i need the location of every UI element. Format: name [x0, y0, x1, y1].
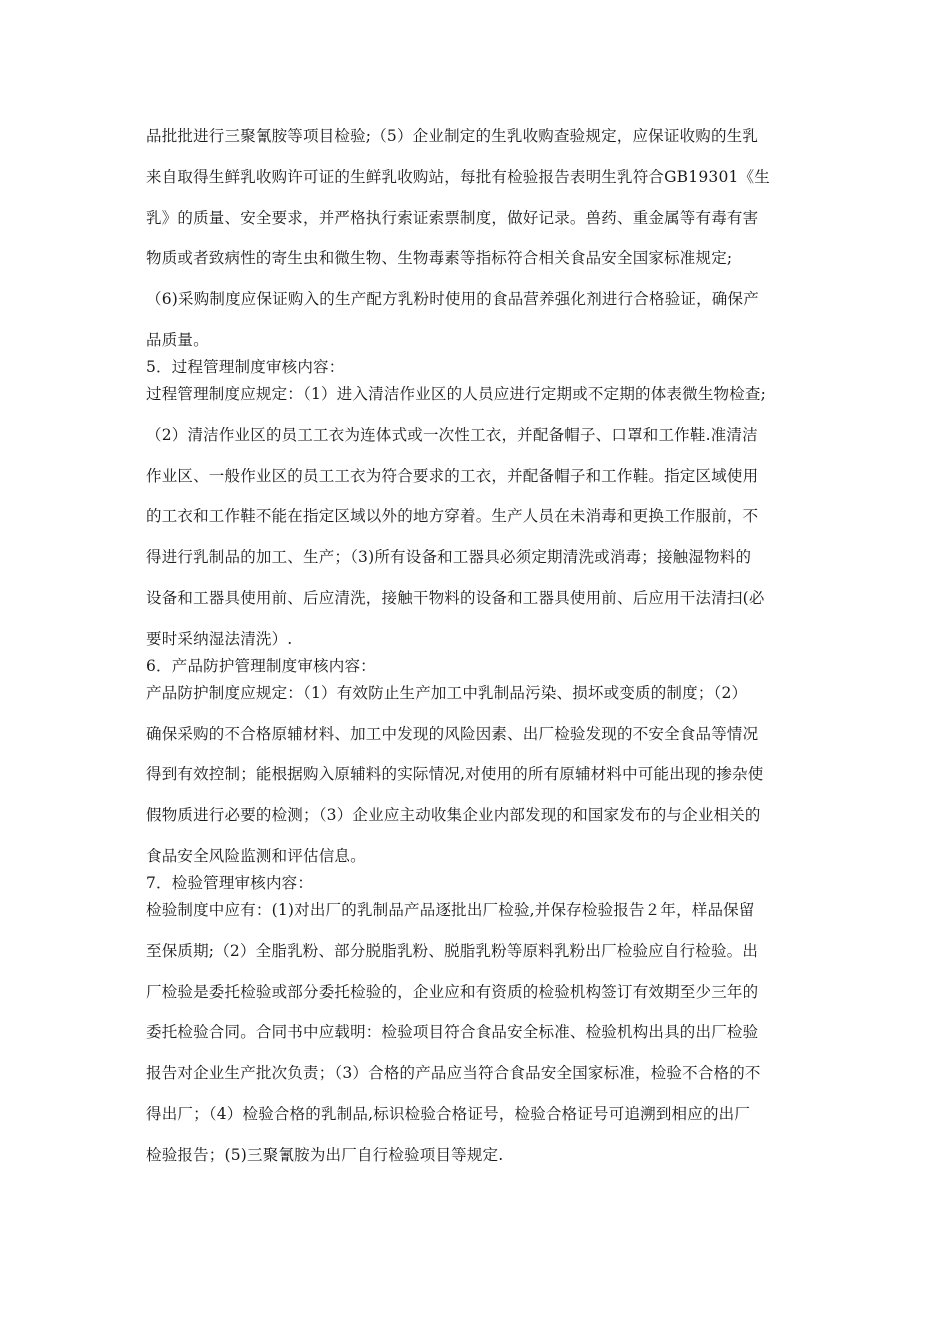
text-line: 过程管理制度应规定：（1）进入清洁作业区的人员应进行定期或不定期的体表微生物检查;: [146, 384, 767, 403]
text-line: 至保质期;（2）全脂乳粉、部分脱脂乳粉、脱脂乳粉等原料乳粉出厂检验应自行检验。出: [146, 941, 759, 960]
text-line: （6)采购制度应保证购入的生产配方乳粉时使用的食品营养强化剂进行合格验证，确保产: [146, 290, 759, 309]
text-line: 设备和工器具使用前、后应清洗，接触干物料的设备和工器具使用前、后应用干法清扫(必: [146, 588, 765, 607]
text-line: 委托检验合同。合同书中应载明：检验项目符合食品安全标准、检验机构出具的出厂检验: [146, 1023, 759, 1042]
text-line: （2）清洁作业区的员工工衣为连体式或一次性工衣，并配备帽子、口罩和工作鞋.准清洁: [146, 425, 758, 444]
text-line: 要时采纳湿法清洗）.: [146, 629, 293, 648]
section-heading: 7．检验管理审核内容：: [146, 873, 314, 892]
text-line: 的工衣和工作鞋不能在指定区域以外的地方穿着。生产人员在未消毒和更换工作服前，不: [146, 507, 759, 526]
text-line: 乳》的质量、安全要求，并严格执行索证索票制度，做好记录。兽药、重金属等有毒有害: [146, 208, 759, 227]
text-line: 得到有效控制；能根据购入原辅料的实际情况,对使用的所有原辅材料中可能出现的掺杂使: [146, 765, 764, 784]
text-line: 检验制度中应有：(1)对出厂的乳制品产品逐批出厂检验,并保存检验报告２年，样品保留: [146, 900, 755, 919]
text-line: 来自取得生鲜乳收购许可证的生鲜乳收购站，每批有检验报告表明生乳符合GB19301《生: [146, 167, 770, 186]
section-heading: 5．过程管理制度审核内容：: [146, 357, 345, 376]
text-line: 确保采购的不合格原辅材料、加工中发现的风险因素、出厂检验发现的不安全食品等情况: [146, 724, 759, 743]
text-line: 品批批进行三聚氰胺等项目检验;（5）企业制定的生乳收购查验规定，应保证收购的生乳: [146, 127, 759, 145]
text-line: 假物质进行必要的检测；（3）企业应主动收集企业内部发现的和国家发布的与企业相关的: [146, 806, 761, 825]
text-line: 得进行乳制品的加工、生产；（3)所有设备和工器具必须定期清洗或消毒；接触湿物料的: [146, 548, 752, 567]
text-line: 得出厂；（4）检验合格的乳制品,标识检验合格证号，检验合格证号可追溯到相应的出厂: [146, 1104, 751, 1123]
text-line: 厂检验是委托检验或部分委托检验的，企业应和有资质的检验机构签订有效期至少三年的: [146, 982, 759, 1001]
text-line: 报告对企业生产批次负责；（3）合格的产品应当符合食品安全国家标准，检验不合格的不: [146, 1064, 761, 1083]
text-line: 检验报告；(5)三聚氰胺为出厂自行检验项目等规定.: [146, 1145, 504, 1164]
section-heading: 6．产品防护管理制度审核内容：: [146, 656, 376, 675]
text-line: 品质量。: [146, 330, 209, 349]
document-body: [146, 124, 816, 1184]
text-line: 作业区、一般作业区的员工工衣为符合要求的工衣，并配备帽子和工作鞋。指定区域使用: [146, 466, 759, 485]
text-line: 食品安全风险监测和评估信息。: [146, 846, 366, 865]
text-line: 产品防护制度应规定：（1）有效防止生产加工中乳制品污染、损坏或变质的制度；（2）: [146, 683, 748, 702]
text-line: 物质或者致病性的寄生虫和微生物、生物毒素等指标符合相关食品安全国家标准规定;: [146, 249, 733, 268]
